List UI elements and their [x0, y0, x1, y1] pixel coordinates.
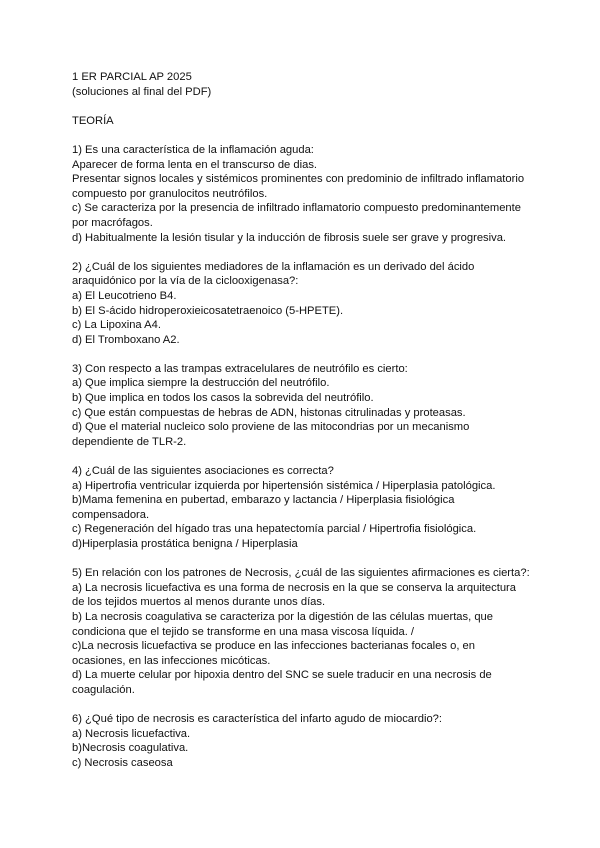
question-line: de los tejidos muertos al menos durante unos días. — [72, 596, 326, 609]
question-line: a) Que implica siempre la destrucción del neutrófilo. — [72, 377, 330, 390]
question-line: d) El Tromboxano A2. — [72, 333, 180, 346]
question-line: d) Habitualmente la lesión tisular y la inducción de fibrosis suele ser grave y progresiva. — [72, 231, 507, 244]
question-line: coagulación. — [72, 683, 135, 696]
question-line: c) La Lipoxina A4. — [72, 319, 161, 332]
question-line: b) Que implica en todos los casos la sobrevida del neutrófilo. — [72, 392, 374, 405]
question-stem: 1) Es una característica de la inflamación aguda: — [72, 143, 314, 156]
question-line: dependiente de TLR-2. — [72, 435, 187, 448]
question-block — [72, 362, 560, 450]
question-block — [72, 260, 560, 348]
question-line: c) Necrosis caseosa — [72, 756, 173, 769]
question-block — [72, 464, 560, 552]
question-block — [72, 566, 560, 697]
question-line: b) La necrosis coagulativa se caracteriza por la digestión de las células muertas, que — [72, 610, 494, 623]
question-line: araquidónico por la vía de la ciclooxigenasa?: — [72, 275, 299, 288]
question-line: c) Regeneración del hígado tras una hepatectomía parcial / Hipertrofia fisiológica. — [72, 523, 477, 536]
question-line: Aparecer de forma lenta en el transcurso de dias. — [72, 158, 318, 171]
question-line: c) Se caracteriza por la presencia de infiltrado inflamatorio compuesto predominantemente — [72, 202, 521, 215]
question-line: por macrófagos. — [72, 216, 153, 229]
question-line: Presentar signos locales y sistémicos prominentes con predominio de infiltrado inflamatorio — [72, 173, 525, 186]
question-stem: 5) En relación con los patrones de Necrosis, ¿cuál de las siguientes afirmaciones es cierta?: — [72, 567, 530, 580]
question-line: b) El S-ácido hidroperoxieicosatetraenoico (5-HPETE). — [72, 304, 344, 317]
question-line: ocasiones, en las infecciones micóticas. — [72, 654, 271, 667]
question-line: compensadora. — [72, 508, 150, 521]
question-line: a) Necrosis licuefactiva. — [72, 727, 191, 740]
question-stem: 3) Con respecto a las trampas extracelulares de neutrófilo es cierto: — [72, 362, 408, 375]
question-line: d)Hiperplasia prostática benigna / Hiperplasia — [72, 538, 298, 550]
question-block — [72, 712, 560, 770]
question-line: b)Necrosis coagulativa. — [72, 742, 189, 755]
section-heading: TEORÍA — [72, 114, 114, 127]
question-line: compuesto por granulocitos neutrófilos. — [72, 187, 268, 200]
question-line: c) Que están compuestas de hebras de ADN, histonas citrulinadas y proteasas. — [72, 406, 466, 419]
question-line: a) El Leucotrieno B4. — [72, 289, 177, 302]
question-line: a) Hipertrofia ventricular izquierda por hipertensión sistémica / Hiperplasia patológica. — [72, 479, 496, 492]
question-block — [72, 143, 560, 245]
question-stem: 4) ¿Cuál de las siguientes asociaciones es correcta? — [72, 465, 334, 478]
question-line: a) La necrosis licuefactiva es una forma de necrosis en la que se conserva la arquitectura — [72, 581, 517, 594]
question-line: condiciona que el tejido se transforme en una masa viscosa líquida. / — [72, 625, 415, 638]
question-line: d) La muerte celular por hipoxia dentro del SNC se suele traducir en una necrosis de — [72, 669, 492, 682]
question-stem: 6) ¿Qué tipo de necrosis es característica del infarto agudo de miocardio?: — [72, 713, 443, 726]
question-line: b)Mama femenina en pubertad, embarazo y lactancia / Hiperplasia fisiológica — [72, 494, 455, 507]
document-title: 1 ER PARCIAL AP 2025 — [72, 71, 192, 83]
question-stem: 2) ¿Cuál de los siguientes mediadores de la inflamación es un derivado del ácido — [72, 260, 475, 273]
question-line: c)La necrosis licuefactiva se produce en las infecciones bacterianas focales o, en — [72, 640, 475, 653]
questions-list — [72, 143, 560, 771]
document-subtitle: (soluciones al final del PDF) — [72, 85, 212, 98]
question-line: d) Que el material nucleico solo proviene de las mitocondrias por un mecanismo — [72, 421, 470, 434]
